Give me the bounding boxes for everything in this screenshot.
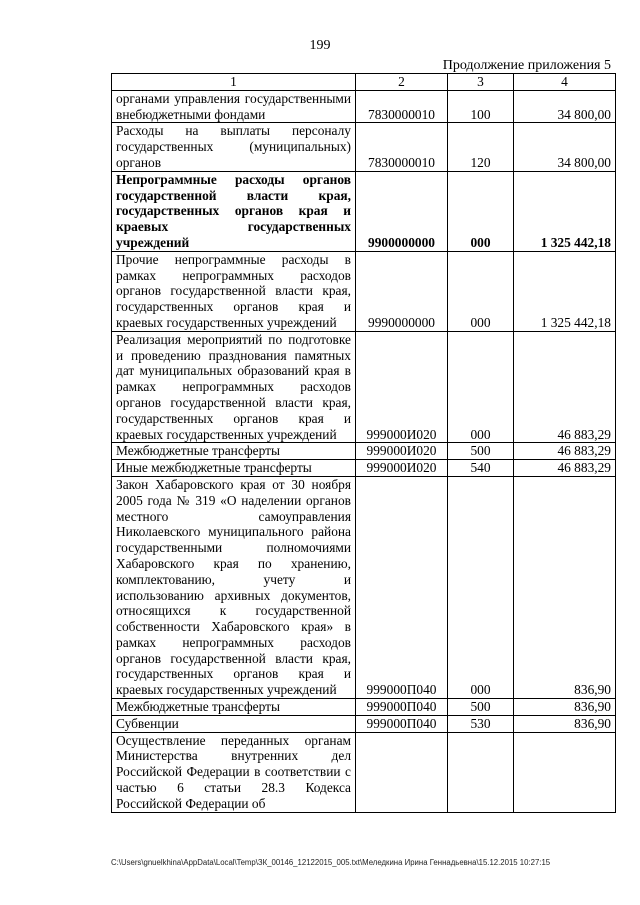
table-row	[112, 443, 616, 460]
row-name: Субвенции	[112, 715, 356, 732]
row-expense-type	[448, 732, 514, 812]
row-target-code: 9990000000	[356, 251, 448, 331]
row-target-code: 999000П040	[356, 715, 448, 732]
row-expense-type: 540	[448, 460, 514, 477]
row-amount: 34 800,00	[514, 90, 616, 123]
row-target-code	[356, 732, 448, 812]
row-target-code: 999000И020	[356, 331, 448, 443]
table-row	[112, 715, 616, 732]
row-name: Межбюджетные трансферты	[112, 443, 356, 460]
table-row	[112, 476, 616, 698]
row-expense-type: 100	[448, 90, 514, 123]
row-name: Закон Хабаровского края от 30 ноября 2005 года № 319 «О наделении органов местного самоуправления Николаевского муниципального района государственными полномочиями Хабаровского края по хранению, комплектованию, учету и использованию архивных документов, относящихся к государственной собственности Хабаровского края» в рамках непрограммных расходов органов государственной власти края, государственных органов края и краевых государственных учреждений	[112, 476, 356, 698]
row-expense-type: 000	[448, 331, 514, 443]
table-row	[112, 331, 616, 443]
row-amount	[514, 732, 616, 812]
row-target-code: 9900000000	[356, 171, 448, 251]
row-amount: 1 325 442,18	[514, 171, 616, 251]
table-row	[112, 90, 616, 123]
row-name: Расходы на выплаты персоналу государственных (муниципальных) органов	[112, 123, 356, 171]
row-amount: 46 883,29	[514, 331, 616, 443]
row-target-code: 999000И020	[356, 443, 448, 460]
row-expense-type: 000	[448, 251, 514, 331]
table-row	[112, 171, 616, 251]
table-row	[112, 460, 616, 477]
row-expense-type: 530	[448, 715, 514, 732]
appendix-continuation-label: Продолжение приложения 5	[442, 58, 611, 73]
footer-file-path: C:\Users\gnuelkhina\AppData\Local\Temp\ЗК_00146_12122015_005.txt\Меледкина Ирина Геннадьевна\15.12.2015 10:27:15	[111, 858, 551, 867]
row-name: Непрограммные расходы органов государственной власти края, государственных органов края и краевых государственных учреждений	[112, 171, 356, 251]
row-amount: 836,90	[514, 476, 616, 698]
header-column-1: 1	[112, 74, 356, 91]
row-target-code: 999000П040	[356, 699, 448, 716]
row-name: Прочие непрограммные расходы в рамках непрограммных расходов органов государственной власти края, государственных органов края и краевых государственных учреждений	[112, 251, 356, 331]
row-name: Реализация мероприятий по подготовке и проведению празднования памятных дат муниципальных образований края в рамках непрограммных расходов органов государственной власти края, государственных органов края и краевых государственных учреждений	[112, 331, 356, 443]
header-column-2: 2	[356, 74, 448, 91]
row-expense-type: 000	[448, 476, 514, 698]
table-row	[112, 699, 616, 716]
row-name: органами управления государственными внебюджетными фондами	[112, 90, 356, 123]
header-column-4: 4	[514, 74, 616, 91]
row-amount: 46 883,29	[514, 460, 616, 477]
row-target-code: 999000П040	[356, 476, 448, 698]
row-target-code: 7830000010	[356, 90, 448, 123]
page-number: 199	[309, 38, 331, 53]
table-row	[112, 123, 616, 171]
row-amount: 836,90	[514, 715, 616, 732]
row-expense-type: 500	[448, 699, 514, 716]
row-name: Осуществление переданных органам Министерства внутренних дел Российской Федерации в соответствии с частью 6 статьи 28.3 Кодекса Российской Федерации об	[112, 732, 356, 812]
row-target-code: 999000И020	[356, 460, 448, 477]
row-name: Иные межбюджетные трансферты	[112, 460, 356, 477]
row-amount: 836,90	[514, 699, 616, 716]
row-amount: 46 883,29	[514, 443, 616, 460]
table-row	[112, 732, 616, 812]
table-row	[112, 251, 616, 331]
row-amount: 1 325 442,18	[514, 251, 616, 331]
table-header-row	[112, 74, 616, 91]
row-expense-type: 500	[448, 443, 514, 460]
header-column-3: 3	[448, 74, 514, 91]
row-name: Межбюджетные трансферты	[112, 699, 356, 716]
row-expense-type: 000	[448, 171, 514, 251]
row-target-code: 7830000010	[356, 123, 448, 171]
row-amount: 34 800,00	[514, 123, 616, 171]
budget-table	[111, 73, 616, 813]
row-expense-type: 120	[448, 123, 514, 171]
